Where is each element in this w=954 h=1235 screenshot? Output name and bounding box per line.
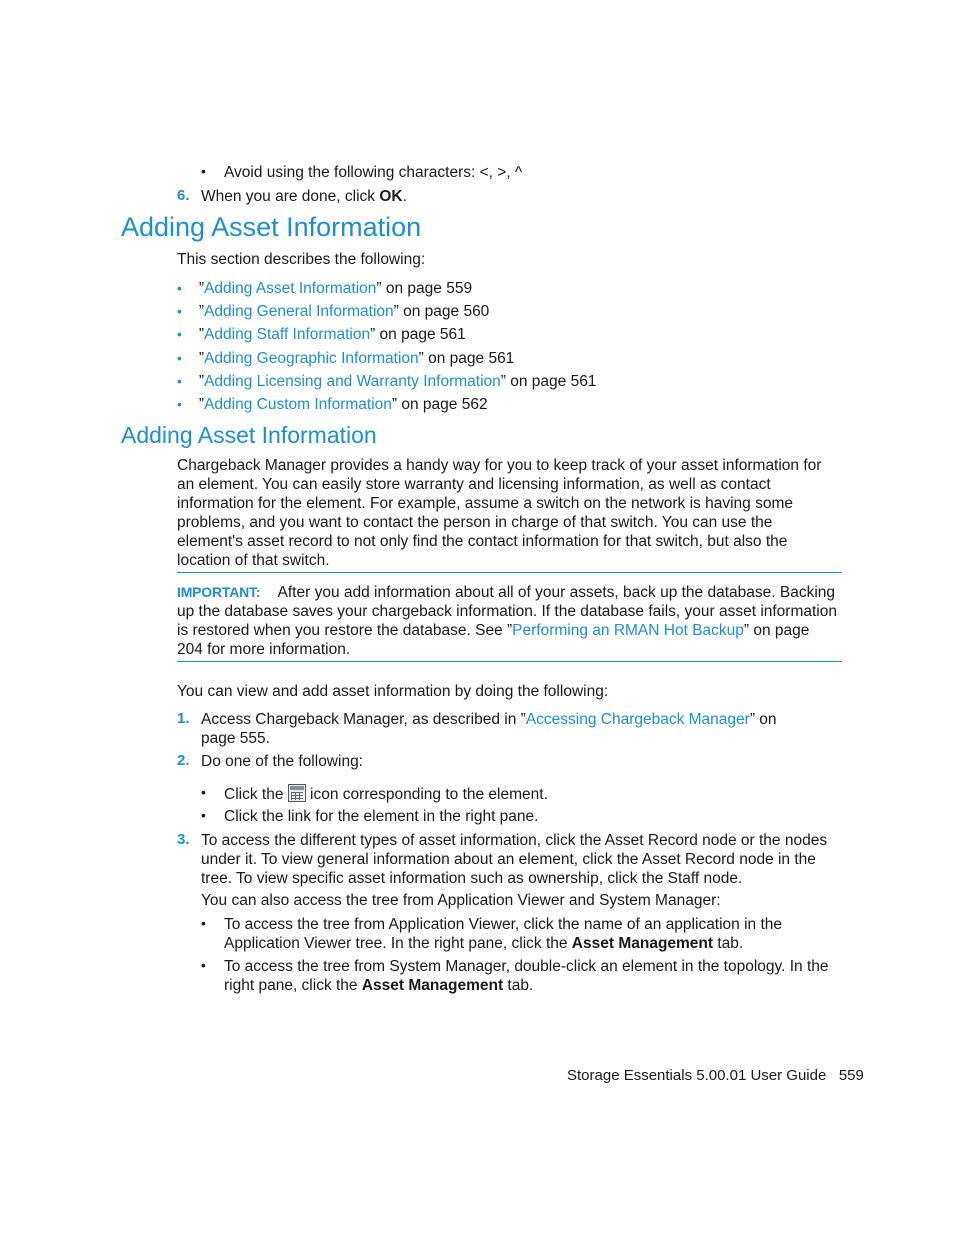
open-quote: ” — [198, 350, 205, 367]
section-heading: Adding Asset Information — [121, 212, 422, 242]
bullet-dot: • — [201, 784, 206, 800]
bullet-dot: • — [201, 807, 206, 823]
list-item — [177, 372, 596, 391]
bullet-text-pre: To access the tree from Application Viewer, click the name of an application in the Application Viewer tree. In the right pane, click the — [224, 916, 783, 952]
list-item — [177, 302, 489, 321]
step-6-post: . — [402, 188, 407, 205]
bullet-dot: • — [177, 303, 182, 319]
view-intro: You can view and add asset information by doing the following: — [177, 683, 609, 700]
step-1-line2: page 555. — [201, 730, 270, 747]
list-item — [177, 395, 488, 414]
step-1-pre: Access Chargeback Manager, as described in ” — [201, 711, 526, 728]
bullet-dot: • — [177, 280, 182, 296]
open-quote: ” — [198, 396, 205, 413]
list-item — [177, 349, 514, 368]
step-3-also: You can also access the tree from Application Viewer and System Manager: — [201, 892, 721, 909]
asset-management-bold: Asset Management — [571, 935, 714, 952]
list-item — [177, 325, 466, 344]
link-adding-licensing-warranty-information[interactable]: Adding Licensing and Warranty Information — [204, 373, 501, 390]
bullet-text-post: tab. — [503, 977, 534, 994]
link-adding-geographic-information[interactable]: Adding Geographic Information — [204, 350, 419, 367]
step-number: 3. — [177, 831, 190, 848]
bullet-dot: • — [177, 326, 182, 342]
intro-text: This section describes the following: — [177, 251, 426, 268]
step-1-text — [201, 710, 777, 729]
bullet-text: Avoid using the following characters: <, >, ^ — [224, 164, 523, 181]
step-6-pre: When you are done, click — [201, 188, 380, 205]
important-text: After you add information about all of your assets, back up the database. Backing up the database saves your chargeback information. If the database fails, your asset information is restored when you restore the database. See ” — [177, 584, 837, 639]
bullet-dot: • — [201, 915, 206, 931]
open-quote: ” — [198, 373, 205, 390]
link-adding-staff-information[interactable]: Adding Staff Information — [204, 326, 371, 343]
page-ref: ” on page 561 — [500, 373, 597, 390]
list-item — [177, 279, 472, 298]
open-quote: ” — [198, 303, 205, 320]
bullet-dot: • — [201, 957, 206, 973]
link-accessing-chargeback-manager[interactable]: Accessing Chargeback Manager — [525, 711, 750, 728]
bullet-dot: • — [177, 350, 182, 366]
step-number: 6. — [177, 187, 190, 204]
asset-management-bold: Asset Management — [361, 977, 504, 994]
page-ref: ” on page 559 — [376, 280, 473, 297]
important-top-rule — [177, 572, 842, 573]
bullet-text-pre: Click the — [224, 786, 288, 803]
bullet-text-post: icon corresponding to the element. — [305, 786, 548, 803]
page-number: 559 — [838, 1067, 864, 1084]
page-ref: ” on page 561 — [370, 326, 466, 343]
bullet-text-pre: To access the tree from System Manager, double-click an element in the topology. In the right pane, click the — [224, 958, 829, 994]
important-bottom-rule — [177, 661, 842, 662]
step-3-bullet-2 — [224, 957, 841, 995]
important-label: IMPORTANT: — [177, 584, 261, 600]
link-adding-asset-information[interactable]: Adding Asset Information — [204, 280, 377, 297]
body-paragraph: Chargeback Manager provides a handy way for you to keep track of your asset information for an element. You can easily store warranty and licensing information, as well as contact information for the element. For example, assume a switch on the network is having some problems, and you want to contact the person in charge of that switch. You can use the element's asset record to not only find the contact information for that switch, but also the location of that switch. — [177, 457, 822, 569]
bullet-dot: • — [201, 163, 206, 179]
step-number: 1. — [177, 710, 190, 727]
step-1-post: ” on — [749, 711, 777, 728]
page-ref: ” on page 561 — [418, 350, 515, 367]
step-2-bullet-1 — [224, 784, 548, 804]
bullet-dot: • — [177, 373, 182, 389]
step-2-text: Do one of the following: — [201, 753, 363, 770]
important-note — [177, 583, 839, 659]
page-ref: ” on page 560 — [393, 303, 490, 320]
page-footer — [567, 1067, 864, 1084]
link-adding-custom-information[interactable]: Adding Custom Information — [204, 396, 392, 413]
step-3-bullet-1 — [224, 915, 824, 953]
open-quote: ” — [198, 280, 205, 297]
link-adding-general-information[interactable]: Adding General Information — [204, 303, 394, 320]
subsection-heading: Adding Asset Information — [121, 422, 377, 448]
open-quote: ” — [198, 326, 205, 343]
page-ref: ” on page 562 — [391, 396, 488, 413]
step-3-text: To access the different types of asset information, click the Asset Record node or the nodes under it. To view general information about an element, click the Asset Record node in the tree. To view specific asset information such as ownership, click the Staff node. — [201, 832, 828, 887]
step-6-text — [201, 187, 407, 206]
link-performing-rman-hot-backup[interactable]: Performing an RMAN Hot Backup — [512, 622, 744, 639]
bullet-dot: • — [177, 396, 182, 412]
footer-title: Storage Essentials 5.00.01 User Guide — [567, 1067, 827, 1084]
step-number: 2. — [177, 752, 190, 769]
calendar-grid-icon[interactable] — [288, 784, 306, 802]
step-2-bullet-2: Click the link for the element in the right pane. — [224, 808, 539, 825]
important-text-end: ” on page 204 for more information. — [177, 622, 810, 658]
bullet-text-post: tab. — [713, 935, 744, 952]
step-6-ok-bold: OK — [379, 188, 403, 205]
